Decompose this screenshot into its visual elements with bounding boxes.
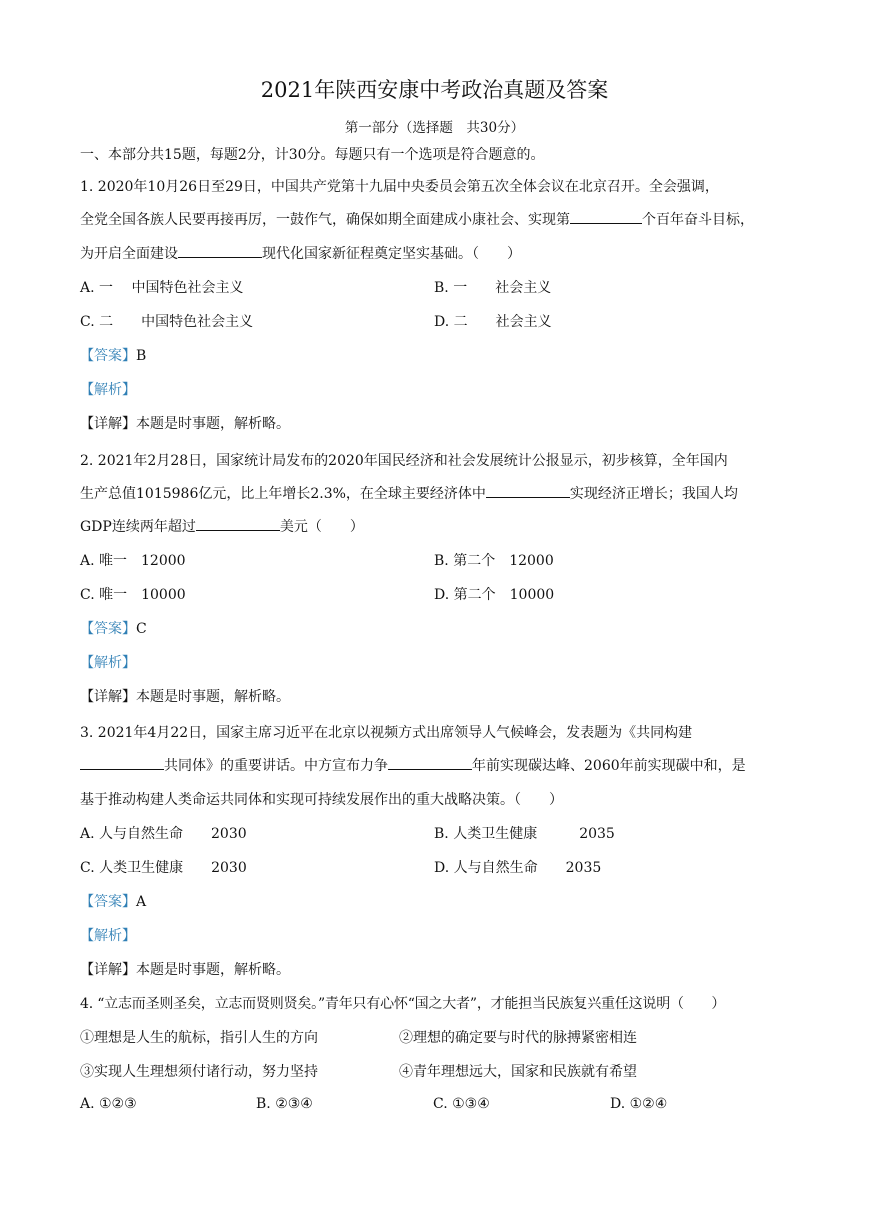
option-a: A. 唯一 12000 xyxy=(80,553,186,569)
answer-line xyxy=(80,618,147,638)
option-c: C. 二 中国特色社会主义 xyxy=(80,314,254,330)
detail-tag: 【详解】 xyxy=(80,689,136,705)
question-stem xyxy=(80,243,521,263)
question-stem: 基于推动构建人类命运共同体和实现可持续发展作出的重大战略决策。（ ） xyxy=(80,792,563,808)
option-d: D. 二 社会主义 xyxy=(434,314,552,330)
question-stem xyxy=(80,483,738,503)
option-c: C. 人类卫生健康 2030 xyxy=(80,860,247,876)
section-instructions: 一、本部分共15题，每题2分，计30分。每题只有一个选项是符合题意的。 xyxy=(80,147,545,163)
answer-blank xyxy=(196,516,280,531)
analysis-tag: 【解析】 xyxy=(80,655,136,671)
option-c: C. ①③④ xyxy=(433,1096,490,1112)
detail-text: 本题是时事题，解析略。 xyxy=(136,416,290,432)
statement-4: ④青年理想远大，国家和民族就有希望 xyxy=(399,1064,637,1080)
detail-line xyxy=(80,959,290,979)
question-stem: 1. 2020年10月26日至29日，中国共产党第十九届中央委员会第五次全体会议在北京召开。全会强调， xyxy=(80,179,719,195)
stem-text: 实现经济正增长；我国人均 xyxy=(569,486,738,502)
question-stem xyxy=(80,755,746,775)
stem-text: 个百年奋斗目标， xyxy=(642,212,754,228)
stem-text: 全党全国各族人民要再接再厉，一鼓作气，确保如期全面建成小康社会、实现第 xyxy=(80,212,570,228)
answer-blank xyxy=(486,483,570,498)
detail-text: 本题是时事题，解析略。 xyxy=(136,962,290,978)
statement-1: ①理想是人生的航标，指引人生的方向 xyxy=(80,1030,318,1046)
option-c: C. 唯一 10000 xyxy=(80,587,186,603)
option-a: A. 人与自然生命 2030 xyxy=(80,826,247,842)
detail-line xyxy=(80,413,290,433)
question-stem: 3. 2021年4月22日，国家主席习近平在北京以视频方式出席领导人气候峰会，发表题为《共同构建 xyxy=(80,725,693,741)
question-stem: 2. 2021年2月28日，国家统计局发布的2020年国民经济和社会发展统计公报显示，初步核算，全年国内 xyxy=(80,453,728,469)
analysis-tag: 【解析】 xyxy=(80,928,136,944)
answer-line xyxy=(80,891,146,911)
answer-tag: 【答案】 xyxy=(80,894,136,910)
detail-line xyxy=(80,686,290,706)
answer-tag: 【答案】 xyxy=(80,621,136,637)
answer-blank xyxy=(80,755,164,770)
option-d: D. ①②④ xyxy=(610,1096,668,1112)
analysis-tag: 【解析】 xyxy=(80,382,136,398)
section-subtitle: 第一部分（选择题 共30分） xyxy=(344,120,525,136)
option-d: D. 人与自然生命 2035 xyxy=(434,860,602,876)
statement-3: ③实现人生理想须付诸行动，努力坚持 xyxy=(80,1064,318,1080)
answer-value: B xyxy=(136,348,147,364)
option-b: B. ②③④ xyxy=(256,1096,313,1112)
stem-text: 为开启全面建设 xyxy=(80,246,178,262)
option-d: D. 第二个 10000 xyxy=(434,587,555,603)
option-a: A. ①②③ xyxy=(80,1096,137,1112)
stem-text: 现代化国家新征程奠定坚实基础。（ ） xyxy=(262,246,521,262)
detail-text: 本题是时事题，解析略。 xyxy=(136,689,290,705)
page-title: 2021年陕西安康中考政治真题及答案 xyxy=(260,78,609,102)
answer-tag: 【答案】 xyxy=(80,348,136,364)
answer-line xyxy=(80,345,146,365)
answer-value: C xyxy=(136,621,147,637)
stem-text: GDP连续两年超过 xyxy=(80,519,196,535)
option-b: B. 一 社会主义 xyxy=(434,280,552,296)
stem-text: 美元（ ） xyxy=(279,519,364,535)
statement-2: ②理想的确定要与时代的脉搏紧密相连 xyxy=(399,1030,637,1046)
option-b: B. 第二个 12000 xyxy=(434,553,554,569)
question-stem: 4. “立志而圣则圣矣，立志而贤则贤矣。”青年只有心怀“国之大者”，才能担当民族复兴重任这说明（ ） xyxy=(80,996,726,1012)
option-b: B. 人类卫生健康 2035 xyxy=(434,826,615,842)
answer-blank xyxy=(178,243,262,258)
detail-tag: 【详解】 xyxy=(80,962,136,978)
option-a: A. 一 中国特色社会主义 xyxy=(80,280,244,296)
stem-text: 共同体》的重要讲话。中方宣布力争 xyxy=(164,758,388,774)
stem-text: 年前实现碳达峰、2060年前实现碳中和，是 xyxy=(472,758,746,774)
answer-blank xyxy=(570,209,642,224)
answer-value: A xyxy=(136,894,147,910)
stem-text: 生产总值1015986亿元，比上年增长2.3%，在全球主要经济体中 xyxy=(80,486,486,502)
detail-tag: 【详解】 xyxy=(80,416,136,432)
answer-blank xyxy=(388,755,472,770)
question-stem xyxy=(80,209,754,229)
question-stem xyxy=(80,516,364,536)
